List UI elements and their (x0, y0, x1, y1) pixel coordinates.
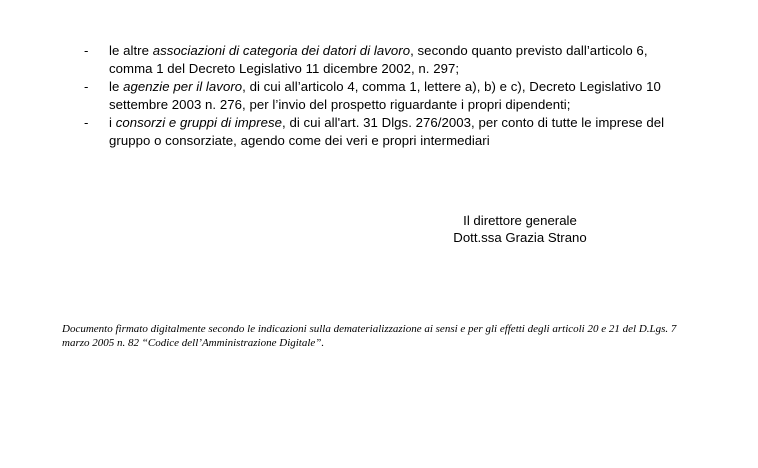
bullet-dash: - (84, 43, 89, 58)
list-item-agenzie (84, 78, 684, 114)
bullet-list (84, 42, 684, 150)
list-item-text (109, 79, 661, 112)
bullet-dash: - (84, 79, 89, 94)
signature-role: Il direttore generale (463, 213, 577, 228)
bullet-dash: - (84, 115, 89, 130)
list-item-emphasis: consorzi e gruppi di imprese (115, 115, 283, 130)
list-item-pre: i (109, 115, 116, 130)
list-item-pre: le altre (109, 43, 153, 58)
list-item-post: , di cui all’articolo 4, comma 1, lettere a), b) e c), Decreto Legislativo 10 settembre 2003 n. 276, per l’invio del prospetto riguardante i propri dipendenti; (109, 79, 661, 112)
list-item-text (109, 43, 648, 76)
list-item-text (109, 115, 664, 148)
list-item-post: , di cui all'art. 31 Dlgs. 276/2003, per conto di tutte le imprese del gruppo o consorziate, agendo come dei veri e propri intermediari (109, 115, 665, 148)
signature-block (420, 212, 620, 246)
list-item-pre: le (109, 79, 124, 94)
list-item-emphasis: associazioni di categoria dei datori di lavoro (152, 43, 411, 58)
list-item-post: , secondo quanto previsto dall’articolo 6, comma 1 del Decreto Legislativo 11 dicembre 2002, n. 297; (109, 43, 648, 76)
signature-name: Dott.ssa Grazia Strano (453, 230, 587, 245)
digital-signature-footnote: Documento firmato digitalmente secondo le indicazioni sulla dematerializzazione ai sensi e per gli effetti degli articoli 20 e 21 del D.Lgs. 7 marzo 2005 n. 82 “Codice dell’Amministrazione Digitale”. (62, 323, 677, 349)
list-item-associazioni (84, 42, 684, 78)
list-item-emphasis: agenzie per il lavoro (123, 79, 243, 94)
list-item-consorzi (84, 114, 684, 150)
